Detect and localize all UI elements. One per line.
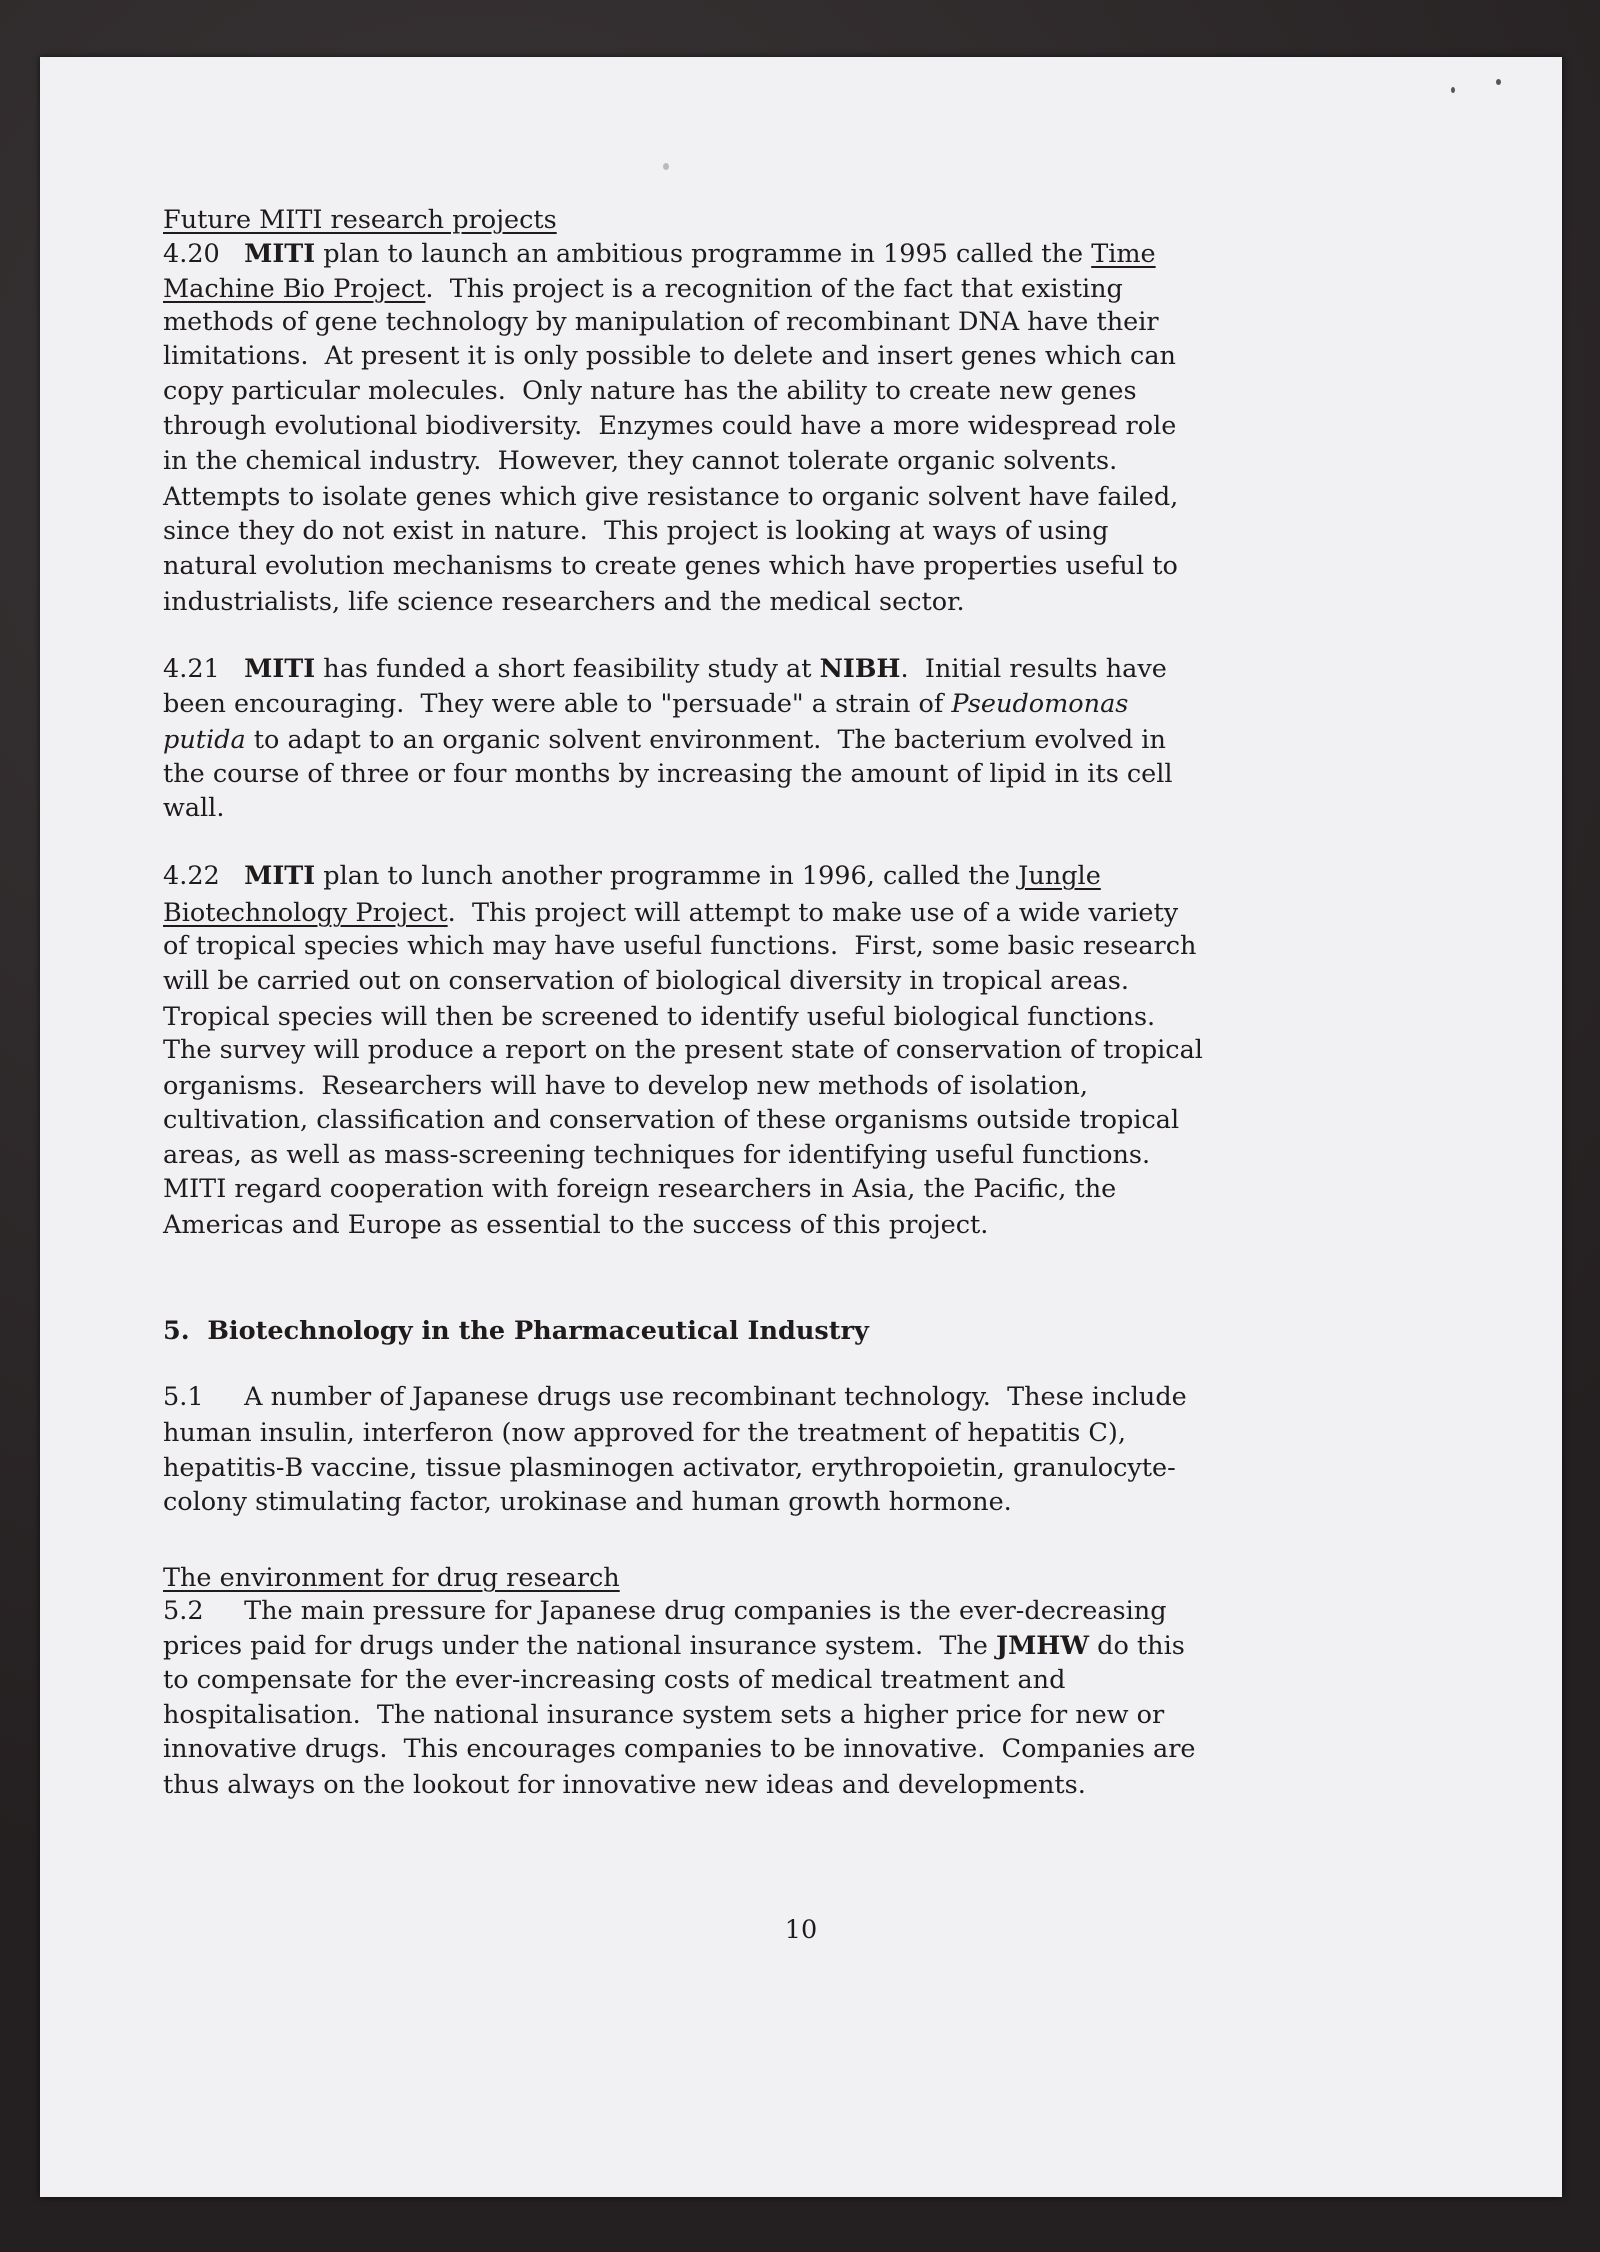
page-number: 10: [784, 1915, 818, 1945]
text-line: [163, 687, 1128, 721]
text-run: 4.22: [163, 860, 245, 891]
text-line: [163, 339, 1176, 373]
text-line: [163, 272, 1123, 306]
text-line: [163, 305, 1159, 339]
text-line: [163, 237, 1156, 271]
text-run: areas, as well as mass-screening techniques for identifying useful functions.: [163, 1139, 1151, 1170]
bold-text: MITI: [244, 239, 316, 270]
text-run: of tropical species which may have useful functions. First, some basic research: [163, 931, 1197, 962]
underlined-text: Time: [1091, 239, 1156, 270]
text-line: [163, 757, 1173, 791]
text-run: hepatitis-B vaccine, tissue plasminogen activator, erythropoietin, granulocyte-: [163, 1452, 1176, 1483]
text-run: industrialists, life science researchers and the medical sector.: [163, 586, 965, 617]
text-line: [163, 1663, 1065, 1697]
text-run: MITI regard cooperation with foreign researchers in Asia, the Pacific, the: [163, 1174, 1117, 1204]
text-line: [163, 1629, 1185, 1663]
text-run: Attempts to isolate genes which give resistance to organic solvent have failed,: [163, 481, 1179, 512]
underlined-text: Future MITI research projects: [163, 204, 557, 235]
text-run: has funded a short feasibility study at: [315, 654, 820, 685]
text-run: organisms. Researchers will have to develop new methods of isolation,: [163, 1070, 1088, 1101]
text-line: [163, 585, 965, 619]
text-line: [163, 1000, 1155, 1034]
text-run: 4.21: [163, 654, 245, 685]
text-run: hospitalisation. The national insurance system sets a higher price for new or: [163, 1699, 1165, 1730]
text-line: [163, 1451, 1176, 1485]
bold-text: 5. Biotechnology in the Pharmaceutical Industry: [163, 1316, 869, 1347]
section-heading: [163, 1314, 869, 1348]
text-line: [163, 1485, 1012, 1519]
text-run: plan to lunch another programme in 1996, called the: [315, 860, 1019, 891]
document-page: [40, 57, 1562, 2197]
text-line: [163, 896, 1178, 930]
text-line: [163, 859, 1101, 893]
text-line: [163, 1732, 1196, 1766]
text-line: [163, 791, 224, 825]
text-run: wall.: [163, 793, 225, 824]
text-line: [163, 374, 1137, 408]
text-line: [163, 1416, 1126, 1450]
text-run: . This project will attempt to make use of a wide variety: [447, 898, 1179, 929]
text-line: [163, 1698, 1164, 1732]
section-subheading: [163, 1561, 620, 1595]
text-run: Tropical species will then be screened to identify useful biological functions.: [163, 1001, 1156, 1032]
text-run: to compensate for the ever-increasing costs of medical treatment and: [163, 1665, 1066, 1696]
underlined-text: Biotechnology Project: [163, 898, 448, 929]
text-line: [163, 1380, 1187, 1414]
speck: [663, 163, 669, 170]
text-run: 5.2 The main pressure for Japanese drug companies is the ever-decreasing: [163, 1596, 1167, 1627]
underlined-text: Jungle: [1018, 860, 1101, 891]
text-run: . Initial results have: [900, 654, 1167, 685]
italic-text: putida: [163, 724, 246, 755]
text-run: limitations. At present it is only possible to delete and insert genes which can: [163, 341, 1176, 372]
bold-text: MITI: [244, 860, 316, 891]
text-run: Americas and Europe as essential to the success of this project.: [163, 1209, 989, 1240]
text-run: 5.1 A number of Japanese drugs use recombinant technology. These include: [163, 1382, 1187, 1413]
section-subheading: [163, 203, 557, 237]
text-run: to adapt to an organic solvent environment. The bacterium evolved in: [245, 724, 1166, 755]
text-line: [163, 1768, 1086, 1802]
speck: [1451, 87, 1455, 93]
bold-text: MITI: [244, 654, 316, 685]
text-run: human insulin, interferon (now approved for the treatment of hepatitis C),: [163, 1418, 1126, 1449]
text-run: innovative drugs. This encourages companies to be innovative. Companies are: [163, 1734, 1196, 1765]
text-line: [163, 723, 1166, 757]
text-run: do this: [1089, 1630, 1185, 1661]
underlined-text: Machine Bio Project: [163, 273, 426, 304]
text-line: [163, 409, 1176, 443]
text-run: prices paid for drugs under the national insurance system. The: [163, 1630, 996, 1661]
text-run: thus always on the lookout for innovative new ideas and developments.: [163, 1769, 1086, 1800]
text-run: methods of gene technology by manipulation of recombinant DNA have their: [163, 306, 1159, 337]
italic-text: Pseudomonas: [951, 688, 1129, 719]
text-line: [163, 652, 1167, 686]
text-run: since they do not exist in nature. This project is looking at ways of using: [163, 516, 1109, 547]
text-run: the course of three or four months by increasing the amount of lipid in its cell: [163, 759, 1173, 789]
text-line: [163, 1069, 1088, 1103]
text-run: cultivation, classification and conservation of these organisms outside tropical: [163, 1105, 1180, 1136]
text-run: will be carried out on conservation of biological diversity in tropical areas.: [163, 965, 1129, 996]
text-line: [163, 1172, 1116, 1206]
text-line: [163, 929, 1196, 963]
text-run: plan to launch an ambitious programme in 1995 called the: [315, 239, 1092, 270]
text-line: [163, 444, 1117, 478]
text-run: . This project is a recognition of the fact that existing: [425, 273, 1123, 304]
text-line: [163, 1138, 1150, 1172]
speck: [1496, 79, 1501, 85]
text-run: been encouraging. They were able to "persuade" a strain of: [163, 688, 952, 719]
bold-text: JMHW: [996, 1630, 1090, 1661]
text-run: natural evolution mechanisms to create genes which have properties useful to: [163, 550, 1178, 581]
text-line: [163, 1594, 1167, 1628]
text-run: through evolutional biodiversity. Enzymes could have a more widespread role: [163, 411, 1177, 442]
underlined-text: The environment for drug research: [163, 1563, 620, 1594]
bold-text: NIBH: [819, 654, 901, 685]
text-line: [163, 1033, 1203, 1067]
text-line: [163, 514, 1108, 548]
text-line: [163, 1103, 1179, 1137]
text-line: [163, 480, 1178, 514]
text-line: [163, 549, 1178, 583]
text-run: 4.20: [163, 239, 245, 270]
text-run: The survey will produce a report on the present state of conservation of tropical: [163, 1034, 1203, 1065]
text-line: [163, 964, 1129, 998]
text-run: colony stimulating factor, urokinase and human growth hormone.: [163, 1487, 1012, 1518]
text-run: copy particular molecules. Only nature has the ability to create new genes: [163, 375, 1137, 406]
text-line: [163, 1208, 988, 1242]
text-run: in the chemical industry. However, they cannot tolerate organic solvents.: [163, 445, 1118, 476]
